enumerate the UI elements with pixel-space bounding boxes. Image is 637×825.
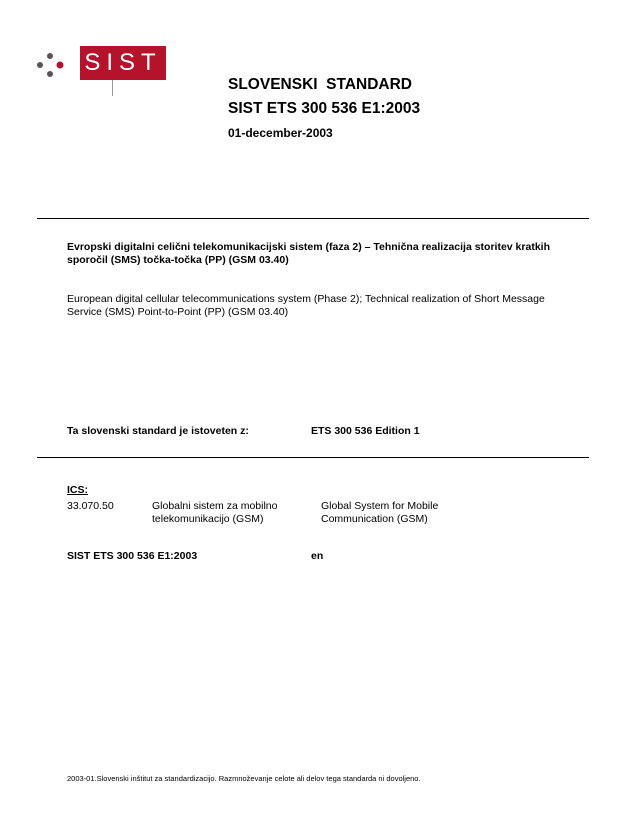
ics-code: 33.070.50	[67, 500, 114, 512]
title-slovenian: Evropski digitalni celični telekomunikacijski sistem (faza 2) – Tehnična realizacija storitev kratkih sporočil (SMS) točka-točka (PP) (GSM 03.40)	[67, 241, 550, 266]
divider-bottom	[37, 457, 589, 458]
standard-date: 01-december-2003	[228, 126, 333, 140]
standard-title: SLOVENSKI STANDARD	[228, 76, 413, 93]
sist-logo-text: SIST	[84, 49, 162, 76]
ics-description-slovenian: Globalni sistem za mobilno telekomunikacijo (GSM)	[152, 500, 278, 525]
identity-value: ETS 300 536 Edition 1	[311, 425, 420, 437]
identity-label: Ta slovenski standard je istoveten z:	[67, 425, 249, 437]
document-code: SIST ETS 300 536 E1:2003	[67, 550, 198, 562]
ics-label: ICS:	[67, 484, 88, 496]
document-language: en	[311, 550, 324, 562]
divider-top	[37, 218, 589, 219]
title-english: European digital cellular telecommunications system (Phase 2); Technical realization of Short Message Service (SMS) Point-to-Point (PP) (GSM 03.40)	[67, 293, 545, 318]
standard-code: SIST ETS 300 536 E1:2003	[228, 100, 421, 117]
ics-description-english: Global System for Mobile Communication (GSM)	[321, 500, 439, 525]
sist-logo-dots-icon	[34, 46, 74, 86]
logo-divider	[112, 80, 113, 96]
copyright-footer: 2003-01.Slovenski inštitut za standardizacijo. Razmnoževanje celote ali delov tega standarda ni dovoljeno.	[67, 774, 421, 783]
